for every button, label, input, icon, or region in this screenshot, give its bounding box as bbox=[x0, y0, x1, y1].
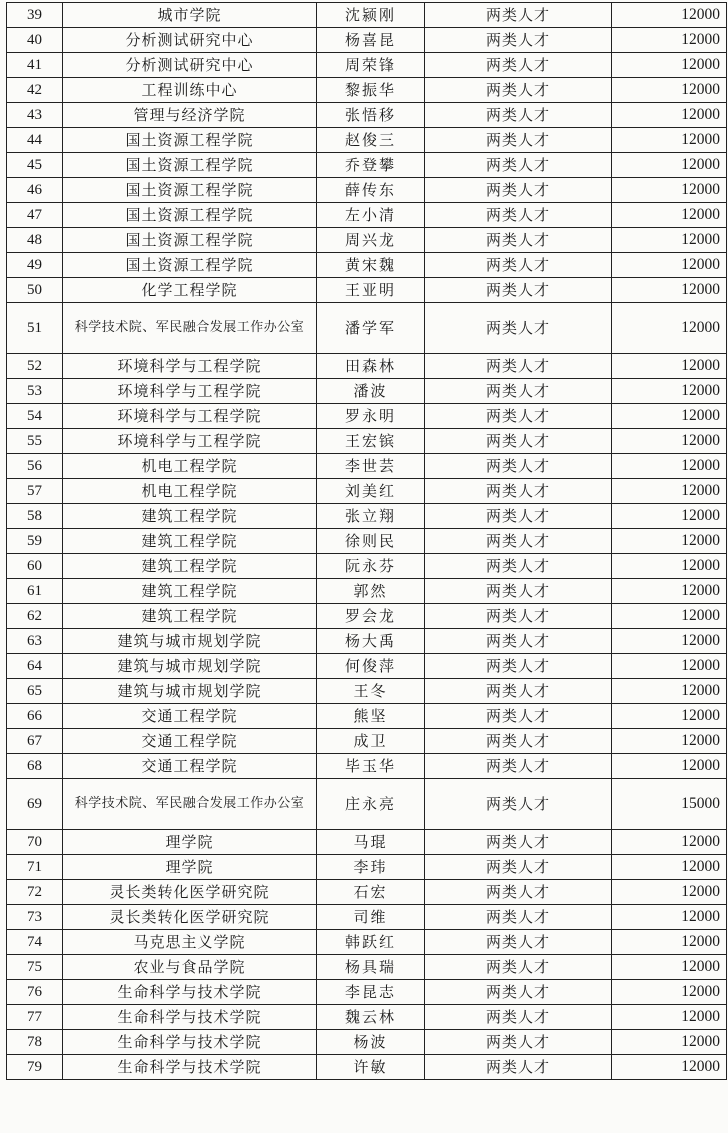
table-row bbox=[7, 379, 727, 404]
person-name-cell: 李昆志 bbox=[317, 980, 425, 1005]
person-name-cell: 周荣锋 bbox=[317, 53, 425, 78]
department-cell: 环境科学与工程学院 bbox=[63, 404, 317, 429]
department-cell: 理学院 bbox=[63, 830, 317, 855]
talent-allowance-table bbox=[6, 2, 727, 1080]
category-cell: 两类人才 bbox=[425, 278, 612, 303]
category-cell: 两类人才 bbox=[425, 729, 612, 754]
department-cell: 理学院 bbox=[63, 855, 317, 880]
department-cell: 交通工程学院 bbox=[63, 729, 317, 754]
row-number-cell: 49 bbox=[7, 253, 63, 278]
department-cell: 国土资源工程学院 bbox=[63, 228, 317, 253]
person-name-cell: 成卫 bbox=[317, 729, 425, 754]
person-name-cell: 毕玉华 bbox=[317, 754, 425, 779]
category-cell: 两类人才 bbox=[425, 1030, 612, 1055]
person-name-cell: 王宏镔 bbox=[317, 429, 425, 454]
department-cell: 马克思主义学院 bbox=[63, 930, 317, 955]
department-cell: 工程训练中心 bbox=[63, 78, 317, 103]
department-cell: 环境科学与工程学院 bbox=[63, 429, 317, 454]
category-cell: 两类人才 bbox=[425, 579, 612, 604]
person-name-cell: 沈颍刚 bbox=[317, 3, 425, 28]
table-row bbox=[7, 654, 727, 679]
department-cell: 灵长类转化医学研究院 bbox=[63, 905, 317, 930]
row-number-cell: 53 bbox=[7, 379, 63, 404]
category-cell: 两类人才 bbox=[425, 379, 612, 404]
amount-cell: 12000 bbox=[612, 404, 727, 429]
amount-cell: 12000 bbox=[612, 704, 727, 729]
person-name-cell: 徐则民 bbox=[317, 529, 425, 554]
person-name-cell: 杨大禹 bbox=[317, 629, 425, 654]
amount-cell: 12000 bbox=[612, 379, 727, 404]
person-name-cell: 潘学军 bbox=[317, 303, 425, 354]
table-row bbox=[7, 53, 727, 78]
person-name-cell: 庄永亮 bbox=[317, 779, 425, 830]
department-cell: 建筑工程学院 bbox=[63, 554, 317, 579]
row-number-cell: 62 bbox=[7, 604, 63, 629]
person-name-cell: 魏云林 bbox=[317, 1005, 425, 1030]
table-row bbox=[7, 454, 727, 479]
department-cell: 灵长类转化医学研究院 bbox=[63, 880, 317, 905]
amount-cell: 12000 bbox=[612, 253, 727, 278]
person-name-cell: 熊坚 bbox=[317, 704, 425, 729]
row-number-cell: 40 bbox=[7, 28, 63, 53]
category-cell: 两类人才 bbox=[425, 529, 612, 554]
amount-cell: 12000 bbox=[612, 980, 727, 1005]
person-name-cell: 何俊萍 bbox=[317, 654, 425, 679]
table-row bbox=[7, 228, 727, 253]
department-cell: 机电工程学院 bbox=[63, 454, 317, 479]
person-name-cell: 马琨 bbox=[317, 830, 425, 855]
category-cell: 两类人才 bbox=[425, 253, 612, 278]
table-row bbox=[7, 529, 727, 554]
amount-cell: 12000 bbox=[612, 153, 727, 178]
table-row bbox=[7, 579, 727, 604]
person-name-cell: 左小清 bbox=[317, 203, 425, 228]
amount-cell: 12000 bbox=[612, 53, 727, 78]
table-row bbox=[7, 1005, 727, 1030]
category-cell: 两类人才 bbox=[425, 78, 612, 103]
person-name-cell: 田森林 bbox=[317, 354, 425, 379]
row-number-cell: 47 bbox=[7, 203, 63, 228]
amount-cell: 12000 bbox=[612, 729, 727, 754]
department-cell: 科学技术院、军民融合发展工作办公室 bbox=[63, 303, 317, 354]
table-row bbox=[7, 153, 727, 178]
table-row bbox=[7, 704, 727, 729]
person-name-cell: 张悟移 bbox=[317, 103, 425, 128]
table-row bbox=[7, 504, 727, 529]
table-row bbox=[7, 880, 727, 905]
person-name-cell: 杨具瑞 bbox=[317, 955, 425, 980]
table-row bbox=[7, 278, 727, 303]
amount-cell: 12000 bbox=[612, 1055, 727, 1080]
amount-cell: 12000 bbox=[612, 454, 727, 479]
department-cell: 环境科学与工程学院 bbox=[63, 379, 317, 404]
person-name-cell: 司维 bbox=[317, 905, 425, 930]
table-row bbox=[7, 103, 727, 128]
person-name-cell: 石宏 bbox=[317, 880, 425, 905]
category-cell: 两类人才 bbox=[425, 228, 612, 253]
category-cell: 两类人才 bbox=[425, 429, 612, 454]
amount-cell: 12000 bbox=[612, 103, 727, 128]
table-row bbox=[7, 354, 727, 379]
row-number-cell: 69 bbox=[7, 779, 63, 830]
table-row bbox=[7, 629, 727, 654]
amount-cell: 12000 bbox=[612, 604, 727, 629]
category-cell: 两类人才 bbox=[425, 654, 612, 679]
person-name-cell: 潘波 bbox=[317, 379, 425, 404]
person-name-cell: 郭然 bbox=[317, 579, 425, 604]
amount-cell: 12000 bbox=[612, 654, 727, 679]
amount-cell: 12000 bbox=[612, 504, 727, 529]
row-number-cell: 71 bbox=[7, 855, 63, 880]
category-cell: 两类人才 bbox=[425, 980, 612, 1005]
category-cell: 两类人才 bbox=[425, 354, 612, 379]
row-number-cell: 39 bbox=[7, 3, 63, 28]
row-number-cell: 51 bbox=[7, 303, 63, 354]
department-cell: 交通工程学院 bbox=[63, 754, 317, 779]
row-number-cell: 56 bbox=[7, 454, 63, 479]
department-cell: 生命科学与技术学院 bbox=[63, 1030, 317, 1055]
person-name-cell: 薛传东 bbox=[317, 178, 425, 203]
department-cell: 生命科学与技术学院 bbox=[63, 1055, 317, 1080]
table-row bbox=[7, 479, 727, 504]
amount-cell: 12000 bbox=[612, 579, 727, 604]
row-number-cell: 79 bbox=[7, 1055, 63, 1080]
person-name-cell: 乔登攀 bbox=[317, 153, 425, 178]
amount-cell: 12000 bbox=[612, 228, 727, 253]
amount-cell: 15000 bbox=[612, 779, 727, 830]
amount-cell: 12000 bbox=[612, 855, 727, 880]
department-cell: 分析测试研究中心 bbox=[63, 53, 317, 78]
row-number-cell: 41 bbox=[7, 53, 63, 78]
department-cell: 城市学院 bbox=[63, 3, 317, 28]
department-cell: 生命科学与技术学院 bbox=[63, 1005, 317, 1030]
amount-cell: 12000 bbox=[612, 554, 727, 579]
category-cell: 两类人才 bbox=[425, 880, 612, 905]
department-cell: 建筑工程学院 bbox=[63, 529, 317, 554]
amount-cell: 12000 bbox=[612, 955, 727, 980]
department-cell: 农业与食品学院 bbox=[63, 955, 317, 980]
category-cell: 两类人才 bbox=[425, 203, 612, 228]
row-number-cell: 57 bbox=[7, 479, 63, 504]
person-name-cell: 阮永芬 bbox=[317, 554, 425, 579]
person-name-cell: 黎振华 bbox=[317, 78, 425, 103]
category-cell: 两类人才 bbox=[425, 704, 612, 729]
row-number-cell: 48 bbox=[7, 228, 63, 253]
row-number-cell: 64 bbox=[7, 654, 63, 679]
department-cell: 国土资源工程学院 bbox=[63, 128, 317, 153]
category-cell: 两类人才 bbox=[425, 28, 612, 53]
category-cell: 两类人才 bbox=[425, 479, 612, 504]
table-row bbox=[7, 604, 727, 629]
table-row bbox=[7, 203, 727, 228]
person-name-cell: 杨喜昆 bbox=[317, 28, 425, 53]
row-number-cell: 74 bbox=[7, 930, 63, 955]
person-name-cell: 李世芸 bbox=[317, 454, 425, 479]
category-cell: 两类人才 bbox=[425, 955, 612, 980]
amount-cell: 12000 bbox=[612, 1005, 727, 1030]
department-cell: 管理与经济学院 bbox=[63, 103, 317, 128]
category-cell: 两类人才 bbox=[425, 554, 612, 579]
category-cell: 两类人才 bbox=[425, 905, 612, 930]
table-row bbox=[7, 3, 727, 28]
row-number-cell: 54 bbox=[7, 404, 63, 429]
row-number-cell: 45 bbox=[7, 153, 63, 178]
row-number-cell: 50 bbox=[7, 278, 63, 303]
row-number-cell: 43 bbox=[7, 103, 63, 128]
amount-cell: 12000 bbox=[612, 128, 727, 153]
row-number-cell: 76 bbox=[7, 980, 63, 1005]
amount-cell: 12000 bbox=[612, 28, 727, 53]
person-name-cell: 赵俊三 bbox=[317, 128, 425, 153]
amount-cell: 12000 bbox=[612, 178, 727, 203]
table-row bbox=[7, 128, 727, 153]
row-number-cell: 75 bbox=[7, 955, 63, 980]
table-row bbox=[7, 754, 727, 779]
amount-cell: 12000 bbox=[612, 278, 727, 303]
department-cell: 建筑与城市规划学院 bbox=[63, 629, 317, 654]
person-name-cell: 许敏 bbox=[317, 1055, 425, 1080]
row-number-cell: 55 bbox=[7, 429, 63, 454]
table-row bbox=[7, 404, 727, 429]
category-cell: 两类人才 bbox=[425, 454, 612, 479]
department-cell: 国土资源工程学院 bbox=[63, 153, 317, 178]
amount-cell: 12000 bbox=[612, 905, 727, 930]
table-row bbox=[7, 253, 727, 278]
department-cell: 建筑工程学院 bbox=[63, 604, 317, 629]
row-number-cell: 73 bbox=[7, 905, 63, 930]
person-name-cell: 韩跃红 bbox=[317, 930, 425, 955]
amount-cell: 12000 bbox=[612, 830, 727, 855]
row-number-cell: 44 bbox=[7, 128, 63, 153]
person-name-cell: 罗会龙 bbox=[317, 604, 425, 629]
department-cell: 建筑与城市规划学院 bbox=[63, 679, 317, 704]
category-cell: 两类人才 bbox=[425, 930, 612, 955]
table-row bbox=[7, 980, 727, 1005]
table-body bbox=[7, 3, 727, 1080]
department-cell: 国土资源工程学院 bbox=[63, 253, 317, 278]
row-number-cell: 52 bbox=[7, 354, 63, 379]
category-cell: 两类人才 bbox=[425, 53, 612, 78]
department-cell: 环境科学与工程学院 bbox=[63, 354, 317, 379]
row-number-cell: 68 bbox=[7, 754, 63, 779]
amount-cell: 12000 bbox=[612, 629, 727, 654]
amount-cell: 12000 bbox=[612, 3, 727, 28]
person-name-cell: 罗永明 bbox=[317, 404, 425, 429]
table-row bbox=[7, 78, 727, 103]
row-number-cell: 46 bbox=[7, 178, 63, 203]
person-name-cell: 周兴龙 bbox=[317, 228, 425, 253]
category-cell: 两类人才 bbox=[425, 754, 612, 779]
category-cell: 两类人才 bbox=[425, 604, 612, 629]
person-name-cell: 黄宋魏 bbox=[317, 253, 425, 278]
category-cell: 两类人才 bbox=[425, 404, 612, 429]
table-row bbox=[7, 303, 727, 354]
amount-cell: 12000 bbox=[612, 880, 727, 905]
amount-cell: 12000 bbox=[612, 479, 727, 504]
person-name-cell: 王冬 bbox=[317, 679, 425, 704]
department-cell: 建筑与城市规划学院 bbox=[63, 654, 317, 679]
department-cell: 国土资源工程学院 bbox=[63, 178, 317, 203]
table-row bbox=[7, 855, 727, 880]
table-row bbox=[7, 1030, 727, 1055]
table-row bbox=[7, 779, 727, 830]
row-number-cell: 60 bbox=[7, 554, 63, 579]
person-name-cell: 王亚明 bbox=[317, 278, 425, 303]
category-cell: 两类人才 bbox=[425, 303, 612, 354]
table-row bbox=[7, 28, 727, 53]
table-row bbox=[7, 729, 727, 754]
department-cell: 交通工程学院 bbox=[63, 704, 317, 729]
category-cell: 两类人才 bbox=[425, 830, 612, 855]
amount-cell: 12000 bbox=[612, 203, 727, 228]
table-row bbox=[7, 930, 727, 955]
department-cell: 分析测试研究中心 bbox=[63, 28, 317, 53]
row-number-cell: 77 bbox=[7, 1005, 63, 1030]
amount-cell: 12000 bbox=[612, 303, 727, 354]
row-number-cell: 70 bbox=[7, 830, 63, 855]
department-cell: 国土资源工程学院 bbox=[63, 203, 317, 228]
category-cell: 两类人才 bbox=[425, 1055, 612, 1080]
table-row bbox=[7, 1055, 727, 1080]
amount-cell: 12000 bbox=[612, 429, 727, 454]
row-number-cell: 63 bbox=[7, 629, 63, 654]
amount-cell: 12000 bbox=[612, 679, 727, 704]
category-cell: 两类人才 bbox=[425, 1005, 612, 1030]
category-cell: 两类人才 bbox=[425, 855, 612, 880]
department-cell: 建筑工程学院 bbox=[63, 504, 317, 529]
department-cell: 生命科学与技术学院 bbox=[63, 980, 317, 1005]
table-row bbox=[7, 955, 727, 980]
row-number-cell: 58 bbox=[7, 504, 63, 529]
row-number-cell: 65 bbox=[7, 679, 63, 704]
person-name-cell: 刘美红 bbox=[317, 479, 425, 504]
row-number-cell: 78 bbox=[7, 1030, 63, 1055]
category-cell: 两类人才 bbox=[425, 3, 612, 28]
department-cell: 科学技术院、军民融合发展工作办公室 bbox=[63, 779, 317, 830]
amount-cell: 12000 bbox=[612, 1030, 727, 1055]
category-cell: 两类人才 bbox=[425, 128, 612, 153]
amount-cell: 12000 bbox=[612, 754, 727, 779]
category-cell: 两类人才 bbox=[425, 153, 612, 178]
person-name-cell: 杨波 bbox=[317, 1030, 425, 1055]
table-row bbox=[7, 679, 727, 704]
category-cell: 两类人才 bbox=[425, 779, 612, 830]
category-cell: 两类人才 bbox=[425, 178, 612, 203]
row-number-cell: 42 bbox=[7, 78, 63, 103]
table-row bbox=[7, 178, 727, 203]
table-row bbox=[7, 905, 727, 930]
department-cell: 机电工程学院 bbox=[63, 479, 317, 504]
department-cell: 化学工程学院 bbox=[63, 278, 317, 303]
category-cell: 两类人才 bbox=[425, 103, 612, 128]
row-number-cell: 66 bbox=[7, 704, 63, 729]
table-row bbox=[7, 429, 727, 454]
row-number-cell: 72 bbox=[7, 880, 63, 905]
table-row bbox=[7, 554, 727, 579]
row-number-cell: 59 bbox=[7, 529, 63, 554]
category-cell: 两类人才 bbox=[425, 504, 612, 529]
row-number-cell: 61 bbox=[7, 579, 63, 604]
category-cell: 两类人才 bbox=[425, 629, 612, 654]
department-cell: 建筑工程学院 bbox=[63, 579, 317, 604]
row-number-cell: 67 bbox=[7, 729, 63, 754]
category-cell: 两类人才 bbox=[425, 679, 612, 704]
amount-cell: 12000 bbox=[612, 354, 727, 379]
amount-cell: 12000 bbox=[612, 930, 727, 955]
amount-cell: 12000 bbox=[612, 529, 727, 554]
person-name-cell: 张立翔 bbox=[317, 504, 425, 529]
amount-cell: 12000 bbox=[612, 78, 727, 103]
table-row bbox=[7, 830, 727, 855]
person-name-cell: 李玮 bbox=[317, 855, 425, 880]
